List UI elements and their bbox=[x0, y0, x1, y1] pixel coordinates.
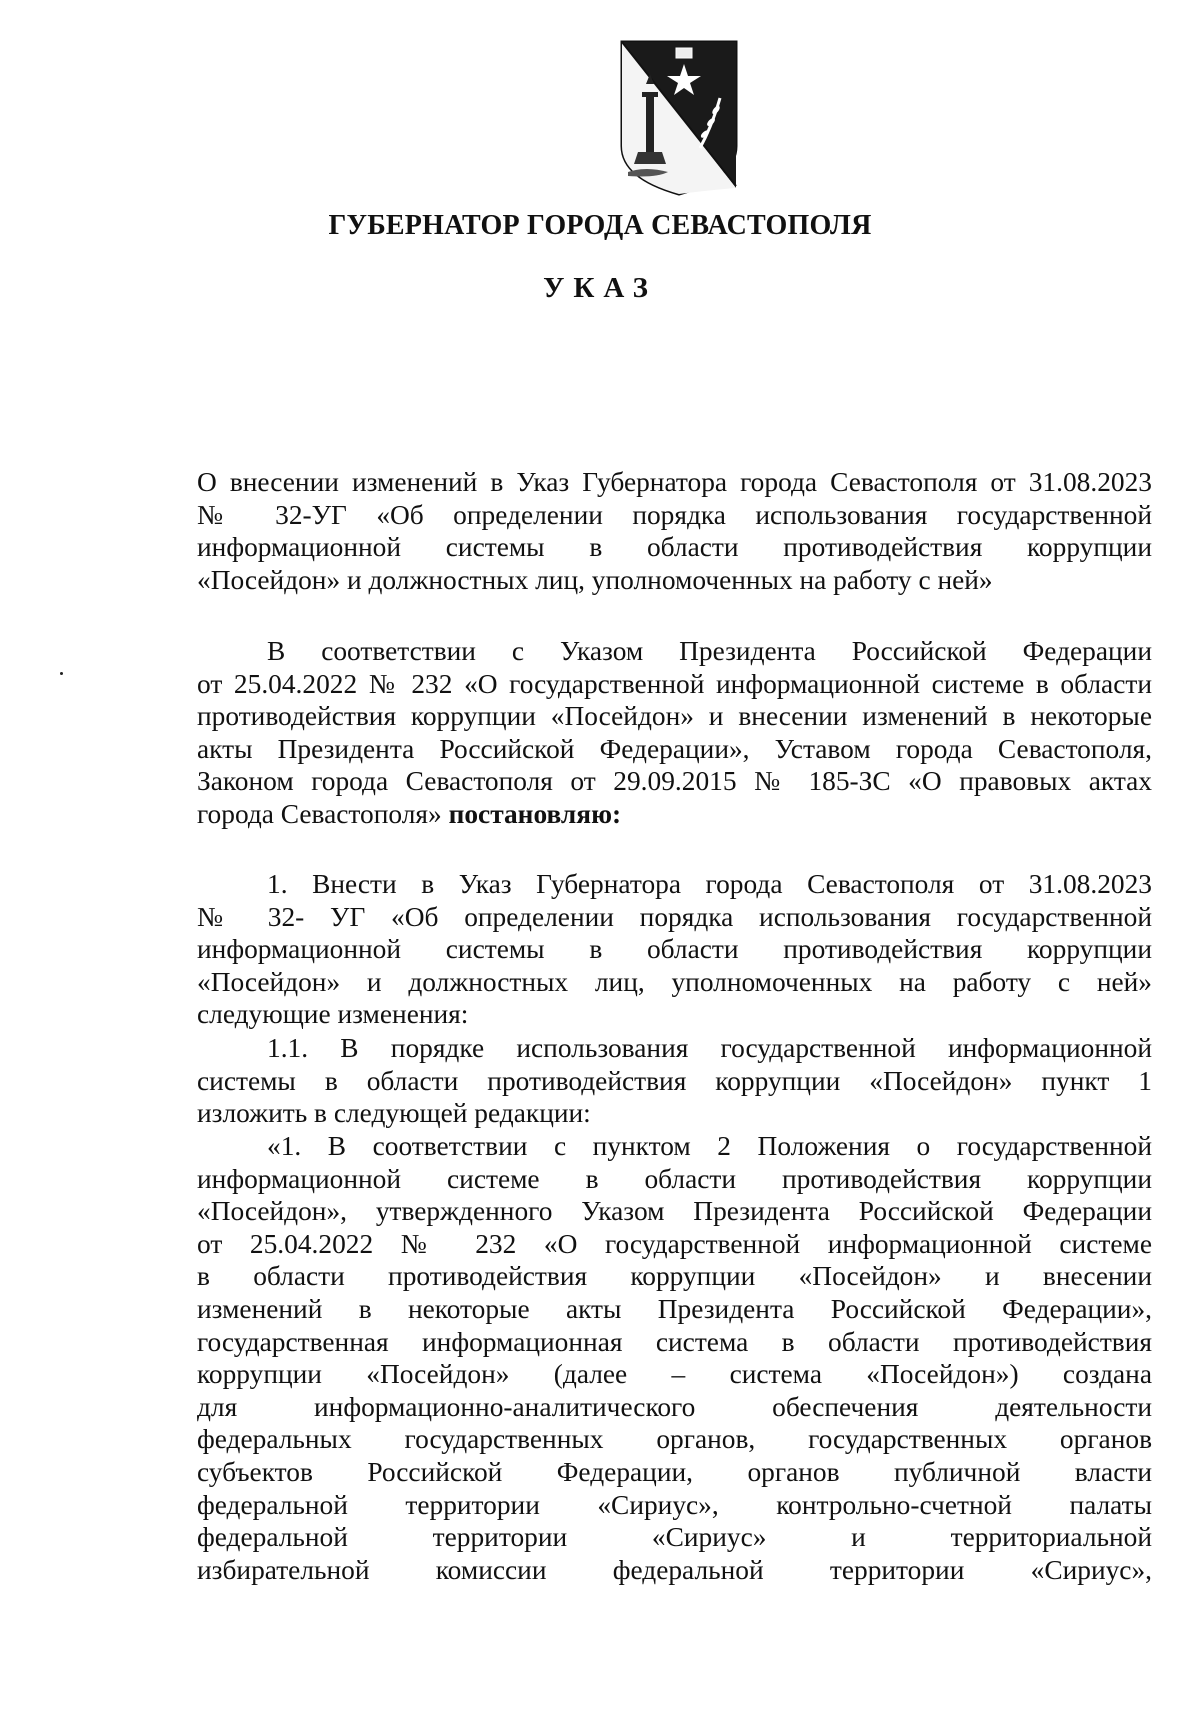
point-1-line: информационной системы в области противодействия коррупции bbox=[197, 934, 1152, 965]
title-line: информационной системы в области противодействия коррупции bbox=[197, 532, 1152, 563]
quote-line: государственная информационная система в области противодействия bbox=[197, 1326, 1152, 1357]
quote-line: для информационно-аналитического обеспечения деятельности bbox=[197, 1391, 1152, 1422]
point-1-line: 1. Внести в Указ Губернатора города Севастополя от 31.08.2023 bbox=[267, 869, 1152, 899]
point-1-line: «Посейдон» и должностных лиц, уполномоченных на работу с ней» bbox=[197, 966, 1152, 997]
point-1-paragraph bbox=[197, 868, 1152, 1031]
preamble-last-text: города Севастополя» bbox=[197, 798, 442, 829]
document-type-heading: УКАЗ bbox=[543, 272, 657, 304]
preamble-paragraph bbox=[197, 635, 1152, 831]
title-line: № 32-УГ «Об определении порядка использования государственной bbox=[197, 499, 1152, 530]
point-1-line: № 32- УГ «Об определении порядка использования государственной bbox=[197, 901, 1152, 932]
point-1-1-line: изложить в следующей редакции: bbox=[197, 1098, 591, 1129]
quote-line: коррупции «Посейдон» (далее – система «Посейдон») создана bbox=[197, 1359, 1152, 1390]
quote-line: «1. В соответствии с пунктом 2 Положения о государственной bbox=[267, 1131, 1152, 1161]
quote-line: федеральных государственных органов, государственных органов bbox=[197, 1424, 1152, 1455]
title-line: О внесении изменений в Указ Губернатора города Севастополя от 31.08.2023 bbox=[197, 467, 1152, 497]
quote-line: федеральной территории «Сириус» и территориальной bbox=[197, 1522, 1152, 1553]
quote-line: «Посейдон», утвержденного Указом Президента Российской Федерации bbox=[197, 1196, 1152, 1227]
preamble-line: Законом города Севастополя от 29.09.2015 № 185-ЗС «О правовых актах bbox=[197, 766, 1152, 797]
document-title bbox=[197, 466, 1152, 596]
issuer-heading: ГУБЕРНАТОР ГОРОДА СЕВАСТОПОЛЯ bbox=[328, 210, 872, 241]
quote-line: информационной системе в области противодействия коррупции bbox=[197, 1163, 1152, 1194]
point-1-1-line: системы в области противодействия коррупции «Посейдон» пункт 1 bbox=[197, 1065, 1152, 1096]
quote-line: изменений в некоторые акты Президента Российской Федерации», bbox=[197, 1293, 1152, 1324]
scan-speck bbox=[60, 672, 63, 675]
coat-of-arms-emblem bbox=[616, 38, 742, 198]
decree-verb: постановляю: bbox=[448, 798, 622, 829]
point-1-1-line: 1.1. В порядке использования государственной информационной bbox=[267, 1033, 1152, 1063]
preamble-line: акты Президента Российской Федерации», Уставом города Севастополя, bbox=[197, 733, 1152, 764]
quote-line: избирательной комиссии федеральной территории «Сириус», bbox=[197, 1554, 1152, 1585]
preamble-line: от 25.04.2022 № 232 «О государственной информационной системе в области bbox=[197, 668, 1152, 699]
quote-line: от 25.04.2022 № 232 «О государственной информационной системе bbox=[197, 1228, 1152, 1259]
point-1-line: следующие изменения: bbox=[197, 999, 469, 1030]
preamble-line: В соответствии с Указом Президента Российской Федерации bbox=[267, 636, 1152, 666]
preamble-last-line bbox=[197, 798, 1152, 831]
quote-line: субъектов Российской Федерации, органов публичной власти bbox=[197, 1456, 1152, 1487]
quote-line: федеральной территории «Сириус», контрольно-счетной палаты bbox=[197, 1489, 1152, 1520]
preamble-line: противодействия коррупции «Посейдон» и внесении изменений в некоторые bbox=[197, 701, 1152, 732]
quoted-amendment-paragraph bbox=[197, 1130, 1152, 1586]
title-line: «Посейдон» и должностных лиц, уполномоченных на работу с ней» bbox=[197, 564, 993, 595]
quote-line: в области противодействия коррупции «Посейдон» и внесении bbox=[197, 1261, 1152, 1292]
point-1-1-paragraph bbox=[197, 1032, 1152, 1130]
